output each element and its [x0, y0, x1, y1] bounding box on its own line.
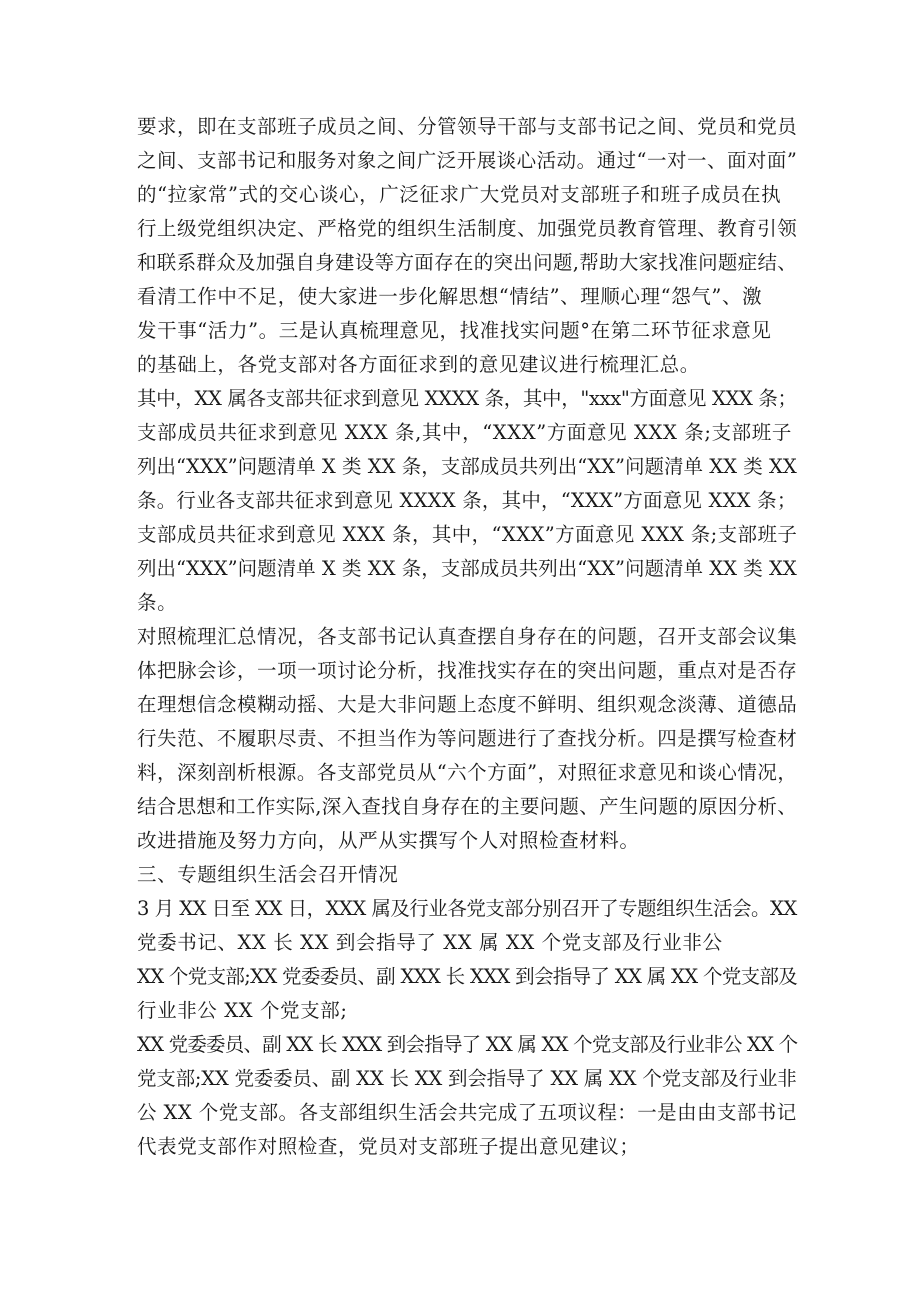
- text-line: 代表党支部作对照检查，党员对支部班子提出意见建议；: [137, 1135, 640, 1158]
- text-line: 支部成员共征求到意见 XXX 条,其中，“XXX”方面意见 XXX 条;支部班子: [137, 421, 792, 444]
- text-line: 的基础上，各党支部对各方面征求到的意见建议进行梳理汇总。: [137, 353, 700, 376]
- text-line: 料，深刻剖析根源。各支部党员从“六个方面”，对照征求意见和谈心情况，: [137, 761, 798, 784]
- text-line: 要求，即在支部班子成员之间、分管领导干部与支部书记之间、党员和党员: [137, 115, 798, 138]
- text-line: XX 个党支部;XX 党委委员、副 XXX 长 XXX 到会指导了 XX 属 XX 个党支部及: [137, 965, 798, 988]
- text-line: 结合思想和工作实际,深入查找自身存在的主要问题、产生问题的原因分析、: [137, 795, 798, 818]
- text-line: 在理想信念模糊动摇、大是大非问题上态度不鲜明、组织观念淡薄、道德品: [137, 693, 798, 716]
- text-line: 行上级党组织决定、严格党的组织生活制度、加强党员教育管理、教育引领: [137, 217, 798, 240]
- text-line: 条。行业各支部共征求到意见 XXXX 条，其中，“XXX”方面意见 XXX 条；: [137, 489, 797, 512]
- text-line: XX 党委委员、副 XX 长 XXX 到会指导了 XX 属 XX 个党支部及行业非公 XX 个: [137, 1033, 798, 1056]
- text-line: 体把脉会诊，一项一项讨论分析，找准找实存在的突出问题，重点对是否存: [137, 659, 798, 682]
- section-heading: 三、专题组织生活会召开情况: [137, 863, 399, 886]
- text-line: 对照梳理汇总情况，各支部书记认真查摆自身存在的问题，召开支部会议集: [137, 625, 798, 648]
- text-line: 看清工作中不足，使大家进一步化解思想“情结”、理顺心理“怨气”、激: [137, 285, 763, 308]
- text-line: 列出“XXX”问题清单 X 类 XX 条，支部成员共列出“XX”问题清单 XX 类 XX: [137, 455, 797, 478]
- text-line: 3 月 XX 日至 XX 日，XXX 属及行业各党支部分别召开了专题组织生活会。XX: [137, 897, 797, 920]
- text-line: 公 XX 个党支部。各支部组织生活会共完成了五项议程：一是由由支部书记: [137, 1101, 797, 1124]
- text-line: 其中，XX 属各支部共征求到意见 XXXX 条，其中，"xxx"方面意见 XXX 条；: [137, 387, 797, 410]
- text-line: 之间、支部书记和服务对象之间广泛开展谈心活动。通过“一对一、面对面”: [137, 149, 798, 172]
- text-line: 条。: [137, 591, 178, 614]
- text-line: 改进措施及努力方向，从严从实撰写个人对照检查材料。: [137, 829, 640, 852]
- document-body: [137, 110, 797, 1164]
- text-line: 行失范、不履职尽责、不担当作为等问题进行了查找分析。四是撰写检查材: [137, 727, 798, 750]
- text-line: 行业非公 XX 个党支部;: [137, 999, 348, 1022]
- text-line: 党支部;XX 党委委员、副 XX 长 XX 到会指导了 XX 属 XX 个党支部及行业非: [137, 1067, 797, 1090]
- text-line: 的“拉家常”式的交心谈心，广泛征求广大党员对支部班子和班子成员在执: [137, 183, 782, 206]
- text-line: 和联系群众及加强自身建设等方面存在的突出问题,帮助大家找准问题症结、: [137, 251, 798, 274]
- text-line: 发干事“活力”。三是认真梳理意见，找准找实问题°在第二环节征求意见: [137, 319, 772, 342]
- text-line: 党委书记、XX 长 XX 到会指导了 XX 属 XX 个党支部及行业非公: [137, 931, 723, 954]
- text-line: 列出“XXX”问题清单 X 类 XX 条，支部成员共列出“XX”问题清单 XX 类 XX: [137, 557, 797, 580]
- text-line: 支部成员共征求到意见 XXX 条，其中，“XXX”方面意见 XXX 条;支部班子: [137, 523, 798, 546]
